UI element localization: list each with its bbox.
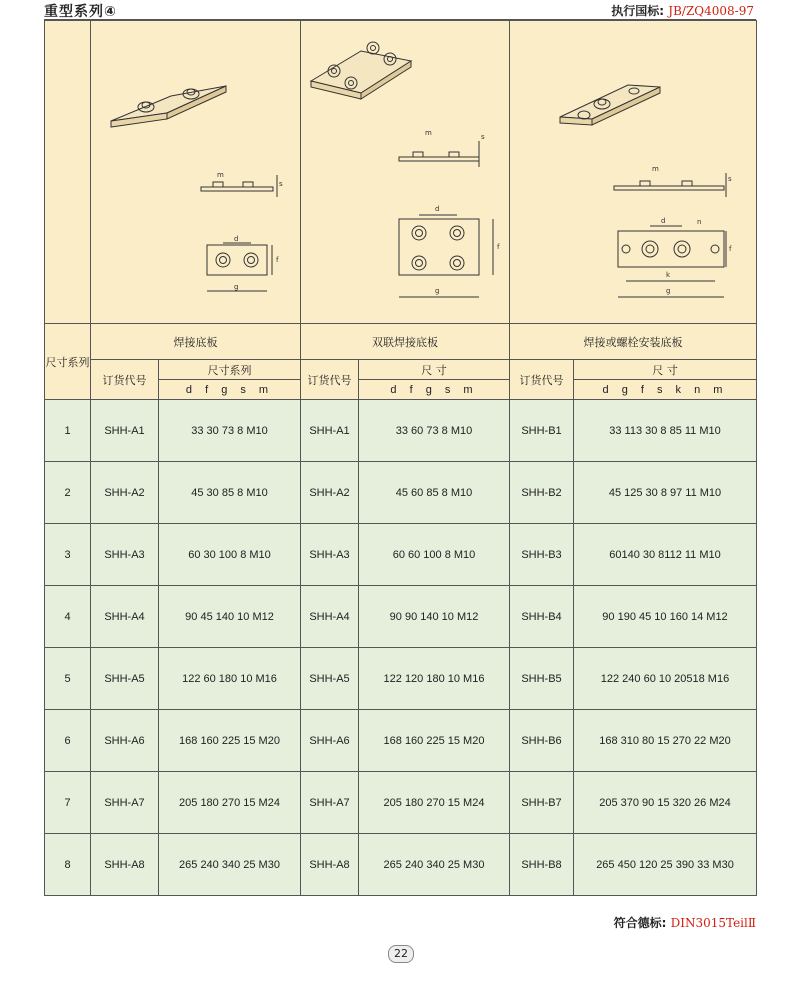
dimensions: 122 240 60 10 20518 M16 [574, 648, 757, 710]
order-code: SHH-B2 [510, 462, 574, 524]
dimensions: 60 30 100 8 M10 [159, 524, 301, 586]
dims-header-3: 尺 寸 [574, 360, 757, 380]
table-row [45, 772, 757, 834]
table-row [45, 648, 757, 710]
dimensions: 45 125 30 8 97 11 M10 [574, 462, 757, 524]
section-title-3: 焊接或螺栓安装底板 [510, 324, 757, 360]
drawing-bolt-plate [510, 21, 757, 324]
label-d: d [234, 235, 239, 243]
label-f: f [276, 256, 279, 264]
row-number: 8 [45, 834, 91, 896]
drawing-blank-cell [45, 21, 91, 324]
footer-code: DIN3015TeilⅡ [670, 916, 756, 930]
row-number: 6 [45, 710, 91, 772]
label-g: g [435, 287, 440, 295]
standard-label: 执行国标: [611, 4, 665, 18]
dimensions: 168 160 225 15 M20 [159, 710, 301, 772]
dimensions: 90 190 45 10 160 14 M12 [574, 586, 757, 648]
dimensions: 265 450 120 25 390 33 M30 [574, 834, 757, 896]
order-code-header-2: 订货代号 [301, 360, 359, 400]
order-code: SHH-A1 [301, 400, 359, 462]
dimensions: 122 120 180 10 M16 [359, 648, 510, 710]
section-title-1: 焊接底板 [91, 324, 301, 360]
dims-sub-2: d f g s m [359, 380, 510, 400]
dimensions: 45 60 85 8 M10 [359, 462, 510, 524]
row-number: 3 [45, 524, 91, 586]
order-code: SHH-A2 [301, 462, 359, 524]
order-code: SHH-A4 [301, 586, 359, 648]
dimensions: 205 370 90 15 320 26 M24 [574, 772, 757, 834]
double-plate-diagram [301, 21, 509, 323]
drawing-double-plate [301, 21, 510, 324]
dimensions: 33 113 30 8 85 11 M10 [574, 400, 757, 462]
spec-table [44, 20, 757, 896]
row-number: 7 [45, 772, 91, 834]
row-number: 4 [45, 586, 91, 648]
order-code: SHH-A1 [91, 400, 159, 462]
label-s: s [481, 133, 485, 141]
table-row [45, 710, 757, 772]
table-row [45, 524, 757, 586]
label-g: g [666, 287, 671, 295]
order-code: SHH-A6 [91, 710, 159, 772]
label-m: m [652, 165, 659, 173]
table-row [45, 462, 757, 524]
dims-header-2: 尺 寸 [359, 360, 510, 380]
order-code: SHH-B1 [510, 400, 574, 462]
dimensions: 122 60 180 10 M16 [159, 648, 301, 710]
footer-label: 符合德标: [613, 916, 667, 930]
dimensions: 90 90 140 10 M12 [359, 586, 510, 648]
row-number: 1 [45, 400, 91, 462]
label-k: k [666, 271, 671, 279]
label-g: g [234, 283, 239, 291]
dimensions: 90 45 140 10 M12 [159, 586, 301, 648]
dimensions: 205 180 270 15 M24 [359, 772, 510, 834]
dims-sub-1: d f g s m [159, 380, 301, 400]
order-code: SHH-A6 [301, 710, 359, 772]
standard-code: JB/ZQ4008-97 [668, 4, 754, 18]
order-code: SHH-B8 [510, 834, 574, 896]
order-code: SHH-B6 [510, 710, 574, 772]
order-code: SHH-A3 [301, 524, 359, 586]
order-code-header-3: 订货代号 [510, 360, 574, 400]
order-code-header-1: 订货代号 [91, 360, 159, 400]
section-title-2: 双联焊接底板 [301, 324, 510, 360]
order-code: SHH-A3 [91, 524, 159, 586]
size-series-header: 尺寸系列 [45, 324, 91, 400]
row-number: 5 [45, 648, 91, 710]
order-code: SHH-A4 [91, 586, 159, 648]
table-row [45, 834, 757, 896]
dimensions: 265 240 340 25 M30 [359, 834, 510, 896]
single-plate-diagram [91, 21, 301, 323]
label-m: m [217, 171, 224, 179]
label-f: f [729, 245, 732, 253]
order-code: SHH-A5 [91, 648, 159, 710]
order-code: SHH-A2 [91, 462, 159, 524]
order-code: SHH-B7 [510, 772, 574, 834]
dimensions: 33 60 73 8 M10 [359, 400, 510, 462]
bolt-plate-diagram [510, 21, 756, 323]
dimensions: 265 240 340 25 M30 [159, 834, 301, 896]
dims-sub-3: d g f s k n m [574, 380, 757, 400]
drawing-single-plate [91, 21, 301, 324]
label-s: s [279, 180, 283, 188]
dimensions: 205 180 270 15 M24 [159, 772, 301, 834]
standard-header [611, 2, 754, 19]
label-n: n [697, 218, 702, 226]
table-body [45, 400, 757, 896]
dimensions: 168 160 225 15 M20 [359, 710, 510, 772]
dims-header-1: 尺寸系列 [159, 360, 301, 380]
table-row [45, 586, 757, 648]
dimensions: 45 30 85 8 M10 [159, 462, 301, 524]
label-s: s [728, 175, 732, 183]
order-code: SHH-A8 [301, 834, 359, 896]
dimensions: 60140 30 8112 11 M10 [574, 524, 757, 586]
order-code: SHH-B5 [510, 648, 574, 710]
row-number: 2 [45, 462, 91, 524]
table-row [45, 400, 757, 462]
order-code: SHH-B4 [510, 586, 574, 648]
dimensions: 60 60 100 8 M10 [359, 524, 510, 586]
label-d: d [661, 217, 666, 225]
dimensions: 33 30 73 8 M10 [159, 400, 301, 462]
order-code: SHH-A7 [301, 772, 359, 834]
order-code: SHH-A8 [91, 834, 159, 896]
series-title: 重型系列④ [44, 4, 117, 20]
label-m: m [425, 129, 432, 137]
label-f: f [497, 243, 500, 251]
order-code: SHH-A5 [301, 648, 359, 710]
label-d: d [435, 205, 440, 213]
footer-standard [614, 914, 756, 931]
page-number: 22 [388, 945, 414, 963]
order-code: SHH-A7 [91, 772, 159, 834]
dimensions: 168 310 80 15 270 22 M20 [574, 710, 757, 772]
order-code: SHH-B3 [510, 524, 574, 586]
